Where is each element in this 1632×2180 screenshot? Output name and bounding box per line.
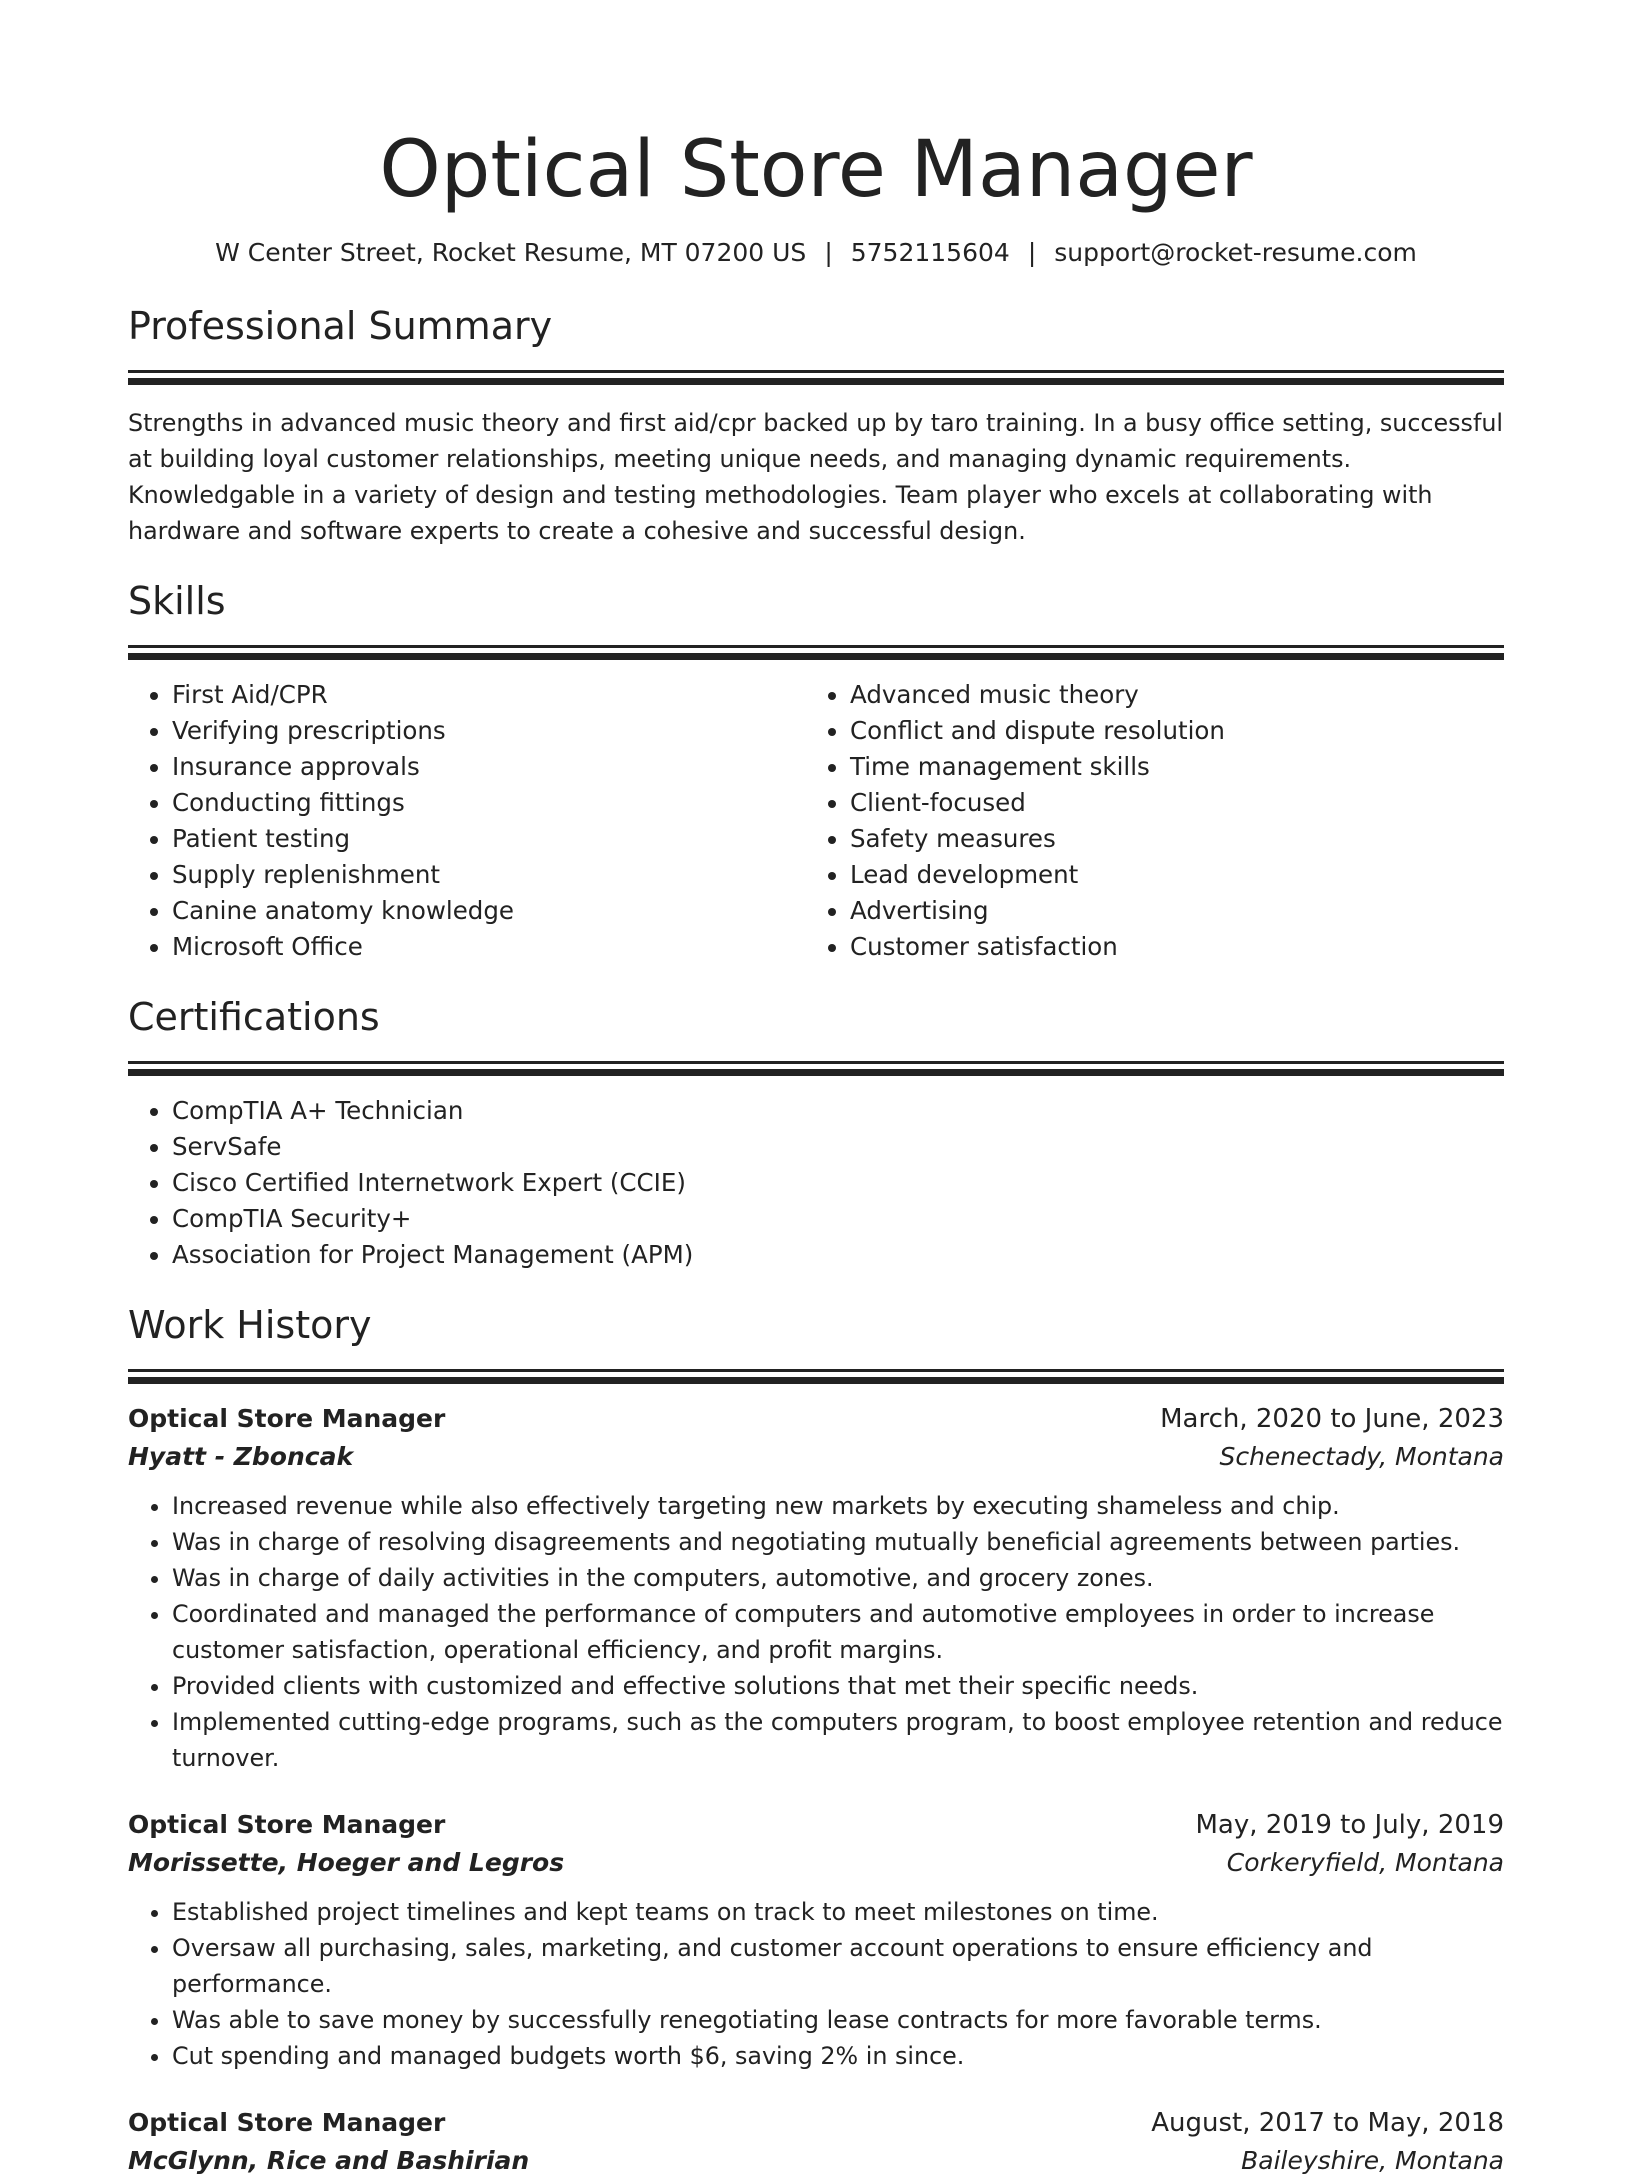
job-subheader (128, 2142, 1504, 2180)
job-bullet: • Established project timelines and kept teams on track to meet milestones on time. (172, 1894, 1504, 1930)
job-company: Morissette, Hoeger and Legros (128, 1848, 565, 1877)
job-title: Optical Store Manager (128, 2108, 446, 2137)
skill-item: • Patient testing (172, 821, 806, 857)
job-location: Baileyshire, Montana (1241, 2146, 1504, 2175)
job-bullet: • Cut spending and managed budgets worth $6, saving 2% in since. (172, 2038, 1504, 2074)
job-bullet: • Oversaw all purchasing, sales, marketing, and customer account operations to ensure efficiency and performance. (172, 1930, 1504, 2002)
section-heading: Skills (128, 579, 226, 623)
job-bullet: • Coordinated and managed the performance of computers and automotive employees in order to increase customer satisfaction, operational efficiency, and profit margins. (172, 1596, 1504, 1668)
section-rule (128, 378, 1504, 385)
skill-item: • Advanced music theory (850, 677, 1484, 713)
section-heading: Work History (128, 1303, 372, 1347)
contact-separator: | (1027, 238, 1037, 267)
skill-item: • Conducting fittings (172, 785, 806, 821)
skills-column-right (806, 677, 1484, 965)
section-rule (128, 1377, 1504, 1384)
skill-item: • Time management skills (850, 749, 1484, 785)
section-heading: Certifications (128, 995, 380, 1039)
section-rule (128, 1061, 1504, 1064)
certification-item: • ServSafe (172, 1129, 1504, 1165)
certification-item: • Cisco Certified Internetwork Expert (CCIE) (172, 1165, 1504, 1201)
skills-column-left (128, 677, 806, 965)
job-location: Schenectady, Montana (1219, 1442, 1504, 1471)
skill-item: • Microsoft Office (172, 929, 806, 965)
work-history-section (128, 1301, 1504, 2180)
skill-item: • Lead development (850, 857, 1484, 893)
certifications-section (128, 993, 1504, 1273)
summary-text: Strengths in advanced music theory and first aid/cpr backed up by taro training. In a busy office setting, successful at building loyal customer relationships, meeting unique needs, and managing dynamic requirements. Knowledgable in a variety of design and testing methodologies. Team player who excels at collaborating with hardware and software experts to create a cohesive and successful design. (128, 409, 1504, 545)
job-header (128, 2104, 1504, 2142)
contact-email[interactable]: support@rocket-resume.com (1054, 238, 1417, 267)
job-entry (128, 1806, 1504, 2074)
job-title: Optical Store Manager (128, 1404, 446, 1433)
skill-item: • Supply replenishment (172, 857, 806, 893)
skill-item: • Customer satisfaction (850, 929, 1484, 965)
section-heading: Professional Summary (128, 304, 553, 348)
section-rule (128, 645, 1504, 648)
skills-section (128, 577, 1504, 965)
resume-page (128, 0, 1504, 2180)
certification-item: • CompTIA A+ Technician (172, 1093, 1504, 1129)
job-title: Optical Store Manager (128, 1810, 446, 1839)
job-bullet: • Was able to save money by successfully renegotiating lease contracts for more favorable terms. (172, 2002, 1504, 2038)
section-rule (128, 653, 1504, 660)
job-bullet-list (128, 1488, 1504, 1776)
skill-item: • Verifying prescriptions (172, 713, 806, 749)
job-company: Hyatt - Zboncak (128, 1442, 354, 1471)
contact-separator: | (824, 238, 833, 267)
contact-address: W Center Street, Rocket Resume, MT 07200 US (215, 238, 807, 267)
skills-columns (128, 677, 1504, 965)
job-subheader (128, 1844, 1504, 1882)
section-rule (128, 1369, 1504, 1372)
skill-item: • Insurance approvals (172, 749, 806, 785)
job-location: Corkeryfield, Montana (1226, 1848, 1504, 1877)
skill-item: • Conflict and dispute resolution (850, 713, 1484, 749)
job-header (128, 1400, 1504, 1438)
skill-item: • Canine anatomy knowledge (172, 893, 806, 929)
job-dates: May, 2019 to July, 2019 (1195, 1810, 1504, 1840)
skill-item: • Advertising (850, 893, 1484, 929)
certification-list (128, 1093, 1504, 1273)
skill-item: • Safety measures (850, 821, 1484, 857)
job-dates: March, 2020 to June, 2023 (1160, 1404, 1504, 1434)
summary-section (128, 302, 1504, 549)
job-bullet: • Increased revenue while also effectively targeting new markets by executing shameless and chip. (172, 1488, 1504, 1524)
contact-phone[interactable]: 5752115604 (850, 238, 1010, 267)
resume-name: Optical Store Manager (379, 125, 1253, 215)
job-bullet: • Implemented cutting-edge programs, such as the computers program, to boost employee retention and reduce turnover. (172, 1704, 1504, 1776)
job-bullet-list (128, 1894, 1504, 2074)
job-dates: August, 2017 to May, 2018 (1151, 2108, 1504, 2138)
job-entry (128, 2104, 1504, 2180)
certification-item: • Association for Project Management (APM) (172, 1237, 1504, 1273)
job-bullet: • Provided clients with customized and effective solutions that met their specific needs. (172, 1668, 1504, 1704)
section-rule (128, 1069, 1504, 1076)
certification-item: • CompTIA Security+ (172, 1201, 1504, 1237)
job-company: McGlynn, Rice and Bashirian (128, 2146, 530, 2175)
job-entry (128, 1400, 1504, 1776)
skill-item: • Client-focused (850, 785, 1484, 821)
job-header (128, 1806, 1504, 1844)
job-subheader (128, 1438, 1504, 1476)
skill-item: • First Aid/CPR (172, 677, 806, 713)
section-rule (128, 370, 1504, 373)
contact-line (128, 236, 1504, 270)
job-bullet: • Was in charge of daily activities in the computers, automotive, and grocery zones. (172, 1560, 1504, 1596)
job-bullet: • Was in charge of resolving disagreements and negotiating mutually beneficial agreements between parties. (172, 1524, 1504, 1560)
